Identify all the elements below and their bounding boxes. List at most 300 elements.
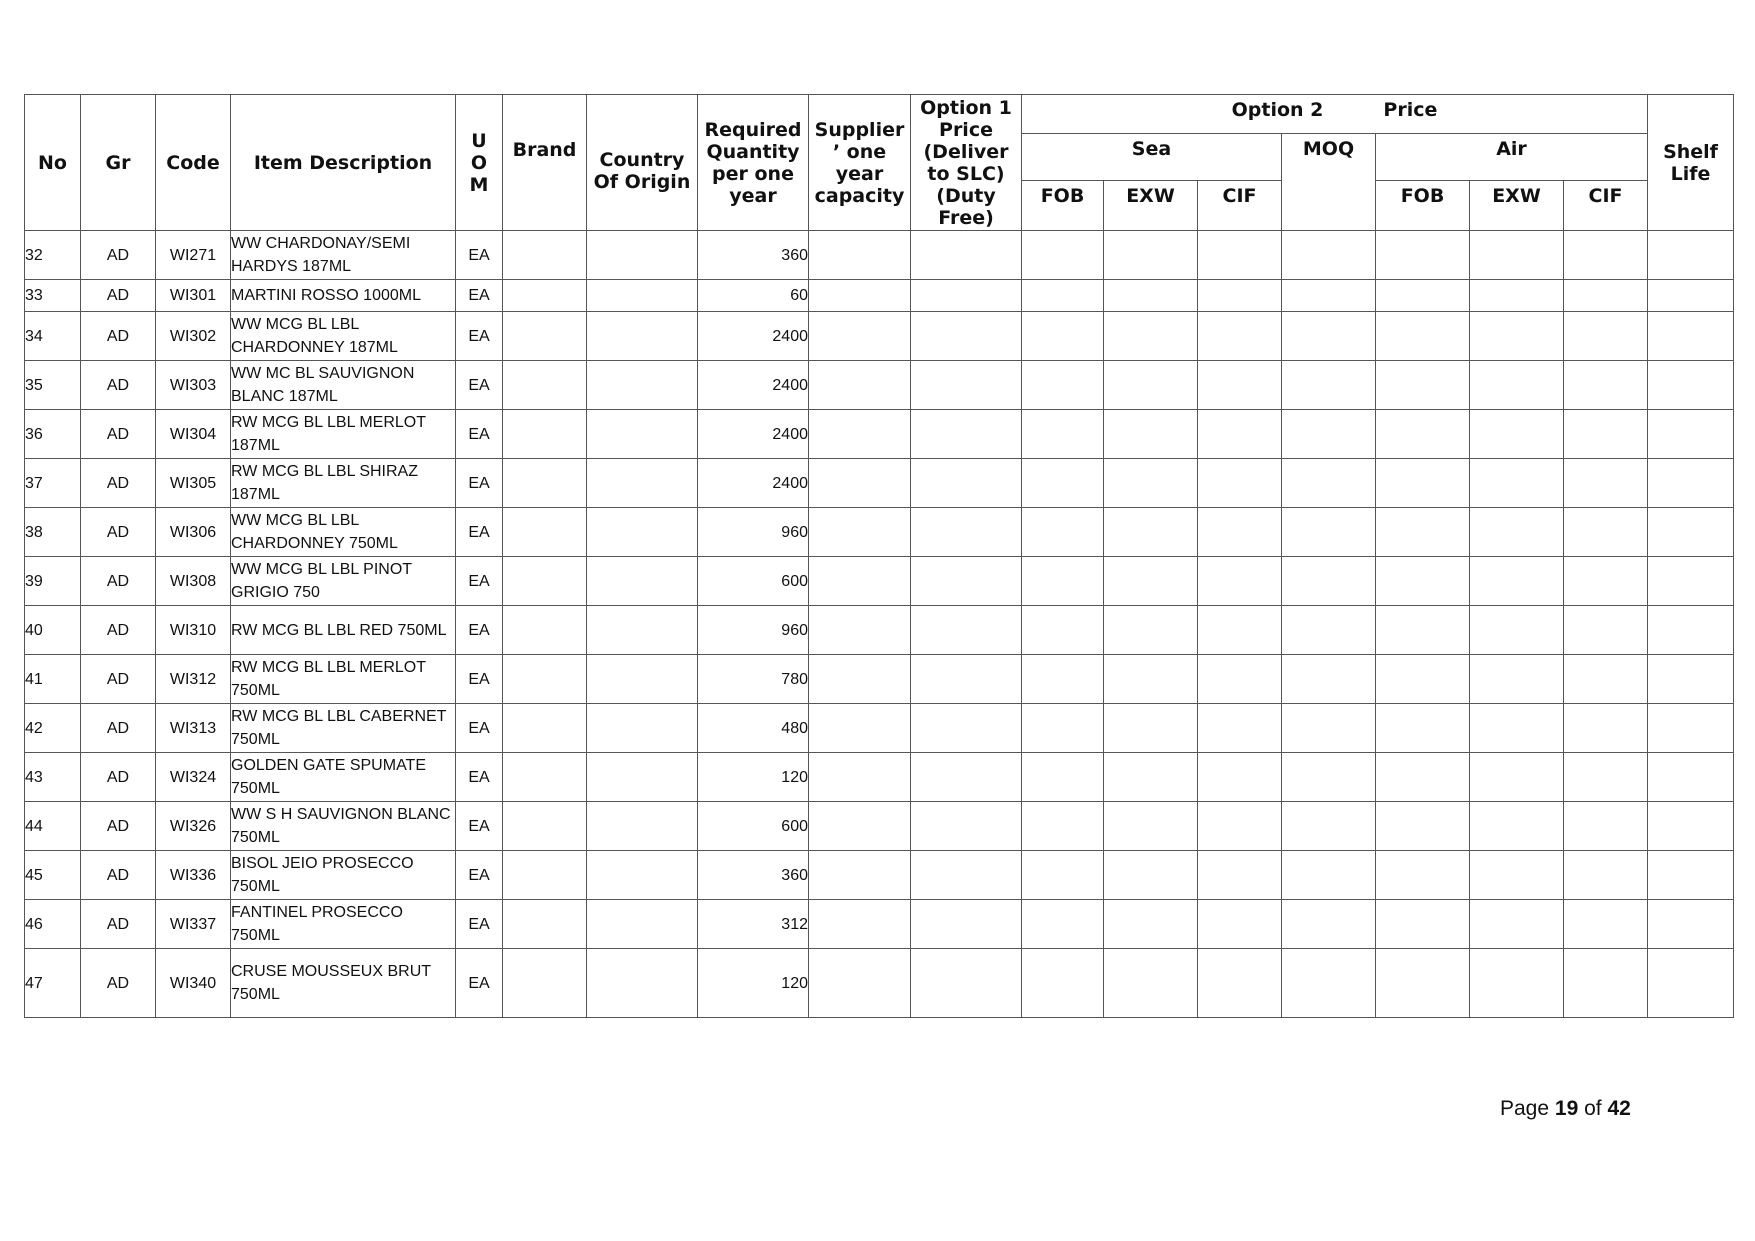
cell-quantity: 360 [698,851,809,900]
cell-air-cif [1564,410,1648,459]
cell-brand [503,231,587,280]
cell-description: WW S H SAUVIGNON BLANC 750ML [231,802,456,851]
cell-gr: AD [81,459,156,508]
cell-air-cif [1564,851,1648,900]
cell-sea-cif [1198,361,1282,410]
cell-uom: EA [456,280,503,312]
table-row [25,753,1734,802]
cell-air-fob [1376,900,1470,949]
page-prefix: Page [1500,1097,1550,1120]
cell-code: WI336 [156,851,231,900]
cell-air-fob [1376,312,1470,361]
cell-moq [1282,802,1376,851]
cell-supplier-capacity [809,557,911,606]
cell-sea-fob [1022,949,1104,1018]
cell-gr: AD [81,312,156,361]
cell-quantity: 2400 [698,410,809,459]
header-brand: Brand [503,95,587,231]
cell-air-cif [1564,280,1648,312]
cell-country [587,606,698,655]
table-row [25,655,1734,704]
cell-no: 45 [25,851,81,900]
cell-gr: AD [81,606,156,655]
cell-sea-cif [1198,508,1282,557]
cell-option1-price [911,802,1022,851]
header-sea-fob: FOB [1022,181,1104,231]
cell-sea-exw [1104,949,1198,1018]
cell-sea-cif [1198,410,1282,459]
cell-air-exw [1470,851,1564,900]
cell-air-fob [1376,949,1470,1018]
cell-moq [1282,606,1376,655]
cell-air-exw [1470,231,1564,280]
cell-sea-fob [1022,410,1104,459]
cell-sea-fob [1022,231,1104,280]
cell-code: WI324 [156,753,231,802]
header-air-exw: EXW [1470,181,1564,231]
schedule-body [25,231,1734,1018]
cell-brand [503,900,587,949]
cell-option1-price [911,949,1022,1018]
cell-moq [1282,459,1376,508]
cell-code: WI271 [156,231,231,280]
cell-description: WW MC BL SAUVIGNON BLANC 187ML [231,361,456,410]
cell-code: WI310 [156,606,231,655]
cell-quantity: 120 [698,753,809,802]
cell-no: 36 [25,410,81,459]
cell-supplier-capacity [809,410,911,459]
cell-supplier-capacity [809,851,911,900]
cell-air-fob [1376,655,1470,704]
table-row [25,410,1734,459]
cell-supplier-capacity [809,459,911,508]
cell-no: 43 [25,753,81,802]
header-sea: Sea [1022,134,1282,181]
cell-no: 37 [25,459,81,508]
cell-gr: AD [81,508,156,557]
cell-uom: EA [456,655,503,704]
cell-air-fob [1376,410,1470,459]
cell-moq [1282,312,1376,361]
cell-sea-exw [1104,231,1198,280]
page-of: of [1584,1097,1602,1120]
cell-air-exw [1470,802,1564,851]
cell-shelf-life [1648,231,1734,280]
cell-shelf-life [1648,508,1734,557]
cell-air-exw [1470,280,1564,312]
header-code: Code [156,95,231,231]
cell-option1-price [911,508,1022,557]
cell-description: WW MCG BL LBL CHARDONNEY 750ML [231,508,456,557]
cell-country [587,802,698,851]
cell-air-cif [1564,557,1648,606]
header-item-description: Item Description [231,95,456,231]
cell-quantity: 600 [698,557,809,606]
cell-code: WI312 [156,655,231,704]
header-country-of-origin: Country Of Origin [587,95,698,231]
cell-code: WI306 [156,508,231,557]
cell-code: WI302 [156,312,231,361]
cell-shelf-life [1648,410,1734,459]
cell-sea-fob [1022,900,1104,949]
cell-sea-fob [1022,655,1104,704]
cell-no: 42 [25,704,81,753]
cell-sea-fob [1022,280,1104,312]
cell-brand [503,655,587,704]
cell-quantity: 312 [698,900,809,949]
cell-air-cif [1564,949,1648,1018]
cell-brand [503,949,587,1018]
cell-sea-fob [1022,361,1104,410]
cell-air-exw [1470,508,1564,557]
cell-brand [503,508,587,557]
cell-air-exw [1470,753,1564,802]
cell-code: WI313 [156,704,231,753]
cell-description: BISOL JEIO PROSECCO 750ML [231,851,456,900]
header-air-cif: CIF [1564,181,1648,231]
cell-air-cif [1564,900,1648,949]
cell-sea-exw [1104,655,1198,704]
cell-option1-price [911,606,1022,655]
table-row [25,459,1734,508]
cell-country [587,231,698,280]
cell-sea-cif [1198,753,1282,802]
header-supplier-capacity: Supplier ’ one year capacity [809,95,911,231]
cell-quantity: 2400 [698,312,809,361]
cell-supplier-capacity [809,312,911,361]
cell-sea-fob [1022,606,1104,655]
cell-sea-fob [1022,459,1104,508]
cell-description: RW MCG BL LBL RED 750ML [231,606,456,655]
schedule-table [24,94,1734,1018]
header-sea-exw: EXW [1104,181,1198,231]
cell-country [587,459,698,508]
cell-sea-cif [1198,459,1282,508]
cell-air-fob [1376,459,1470,508]
cell-moq [1282,949,1376,1018]
cell-uom: EA [456,508,503,557]
cell-country [587,949,698,1018]
cell-sea-exw [1104,508,1198,557]
cell-sea-cif [1198,312,1282,361]
header-air-fob: FOB [1376,181,1470,231]
cell-gr: AD [81,655,156,704]
cell-air-cif [1564,753,1648,802]
cell-sea-cif [1198,851,1282,900]
cell-shelf-life [1648,459,1734,508]
cell-option1-price [911,361,1022,410]
cell-gr: AD [81,557,156,606]
cell-gr: AD [81,949,156,1018]
cell-no: 35 [25,361,81,410]
cell-shelf-life [1648,655,1734,704]
cell-gr: AD [81,361,156,410]
cell-sea-cif [1198,606,1282,655]
cell-no: 44 [25,802,81,851]
header-uom: U O M [456,95,503,231]
table-row [25,802,1734,851]
cell-moq [1282,900,1376,949]
cell-option1-price [911,704,1022,753]
cell-air-cif [1564,606,1648,655]
cell-air-fob [1376,606,1470,655]
cell-code: WI308 [156,557,231,606]
cell-quantity: 960 [698,508,809,557]
cell-sea-exw [1104,606,1198,655]
cell-air-exw [1470,459,1564,508]
cell-code: WI303 [156,361,231,410]
cell-quantity: 780 [698,655,809,704]
page-total: 42 [1607,1097,1631,1120]
cell-no: 41 [25,655,81,704]
cell-sea-cif [1198,802,1282,851]
cell-description: FANTINEL PROSECCO 750ML [231,900,456,949]
header-air: Air [1376,134,1648,181]
cell-brand [503,459,587,508]
cell-moq [1282,851,1376,900]
cell-sea-fob [1022,508,1104,557]
cell-country [587,655,698,704]
cell-moq [1282,753,1376,802]
cell-sea-fob [1022,312,1104,361]
cell-quantity: 2400 [698,361,809,410]
cell-option1-price [911,231,1022,280]
cell-air-cif [1564,704,1648,753]
cell-country [587,704,698,753]
cell-shelf-life [1648,949,1734,1018]
cell-shelf-life [1648,900,1734,949]
table-row [25,851,1734,900]
cell-shelf-life [1648,361,1734,410]
cell-sea-cif [1198,900,1282,949]
cell-uom: EA [456,557,503,606]
table-row [25,900,1734,949]
cell-air-exw [1470,655,1564,704]
cell-supplier-capacity [809,231,911,280]
table-row [25,949,1734,1018]
header-option1-price: Option 1 Price (Deliver to SLC) (Duty Free) [911,95,1022,231]
cell-quantity: 960 [698,606,809,655]
table-row [25,231,1734,280]
page-number [1500,1097,1631,1121]
cell-air-exw [1470,704,1564,753]
cell-code: WI340 [156,949,231,1018]
cell-sea-fob [1022,802,1104,851]
header-option2-price-label: Price [1383,99,1438,121]
cell-air-cif [1564,655,1648,704]
header-option2-group [1022,95,1648,134]
cell-air-fob [1376,361,1470,410]
cell-sea-exw [1104,900,1198,949]
cell-description: RW MCG BL LBL SHIRAZ 187ML [231,459,456,508]
cell-brand [503,704,587,753]
cell-sea-exw [1104,753,1198,802]
cell-supplier-capacity [809,704,911,753]
header-no: No [25,95,81,231]
cell-code: WI305 [156,459,231,508]
cell-air-fob [1376,280,1470,312]
cell-quantity: 120 [698,949,809,1018]
cell-gr: AD [81,410,156,459]
cell-uom: EA [456,410,503,459]
cell-sea-exw [1104,704,1198,753]
cell-no: 33 [25,280,81,312]
cell-air-fob [1376,231,1470,280]
cell-uom: EA [456,312,503,361]
cell-brand [503,361,587,410]
cell-air-fob [1376,753,1470,802]
cell-quantity: 2400 [698,459,809,508]
cell-brand [503,312,587,361]
cell-moq [1282,508,1376,557]
cell-option1-price [911,280,1022,312]
cell-sea-fob [1022,704,1104,753]
cell-air-fob [1376,802,1470,851]
cell-option1-price [911,900,1022,949]
table-row [25,557,1734,606]
cell-air-cif [1564,508,1648,557]
cell-no: 47 [25,949,81,1018]
cell-no: 40 [25,606,81,655]
cell-supplier-capacity [809,900,911,949]
cell-description: WW MCG BL LBL PINOT GRIGIO 750 [231,557,456,606]
cell-sea-exw [1104,851,1198,900]
cell-code: WI304 [156,410,231,459]
cell-supplier-capacity [809,949,911,1018]
cell-uom: EA [456,753,503,802]
cell-quantity: 360 [698,231,809,280]
cell-air-fob [1376,851,1470,900]
cell-uom: EA [456,231,503,280]
cell-uom: EA [456,851,503,900]
cell-country [587,280,698,312]
cell-gr: AD [81,851,156,900]
cell-sea-exw [1104,802,1198,851]
cell-description: RW MCG BL LBL MERLOT 750ML [231,655,456,704]
cell-no: 32 [25,231,81,280]
cell-sea-cif [1198,949,1282,1018]
cell-sea-fob [1022,557,1104,606]
cell-quantity: 480 [698,704,809,753]
table-row [25,508,1734,557]
cell-no: 38 [25,508,81,557]
cell-sea-cif [1198,231,1282,280]
cell-gr: AD [81,280,156,312]
cell-country [587,557,698,606]
cell-air-fob [1376,508,1470,557]
cell-country [587,851,698,900]
cell-moq [1282,557,1376,606]
cell-no: 39 [25,557,81,606]
cell-sea-exw [1104,459,1198,508]
cell-supplier-capacity [809,802,911,851]
cell-air-exw [1470,949,1564,1018]
cell-no: 46 [25,900,81,949]
cell-shelf-life [1648,557,1734,606]
cell-gr: AD [81,900,156,949]
cell-code: WI301 [156,280,231,312]
cell-country [587,900,698,949]
cell-uom: EA [456,802,503,851]
cell-sea-cif [1198,557,1282,606]
cell-air-exw [1470,410,1564,459]
cell-supplier-capacity [809,655,911,704]
cell-country [587,361,698,410]
header-gr: Gr [81,95,156,231]
cell-quantity: 60 [698,280,809,312]
cell-shelf-life [1648,704,1734,753]
cell-description: RW MCG BL LBL CABERNET 750ML [231,704,456,753]
cell-sea-cif [1198,280,1282,312]
cell-sea-exw [1104,361,1198,410]
cell-air-fob [1376,557,1470,606]
header-option2-label: Option 2 [1231,99,1324,121]
cell-option1-price [911,312,1022,361]
header-shelf-life: Shelf Life [1648,95,1734,231]
cell-code: WI326 [156,802,231,851]
cell-option1-price [911,655,1022,704]
cell-brand [503,606,587,655]
cell-moq [1282,231,1376,280]
cell-shelf-life [1648,312,1734,361]
cell-air-fob [1376,704,1470,753]
cell-description: WW CHARDONAY/SEMI HARDYS 187ML [231,231,456,280]
table-row [25,280,1734,312]
cell-uom: EA [456,949,503,1018]
table-row [25,312,1734,361]
cell-moq [1282,704,1376,753]
cell-shelf-life [1648,802,1734,851]
cell-brand [503,280,587,312]
cell-supplier-capacity [809,508,911,557]
cell-brand [503,753,587,802]
cell-gr: AD [81,802,156,851]
cell-description: RW MCG BL LBL MERLOT 187ML [231,410,456,459]
cell-shelf-life [1648,606,1734,655]
cell-air-cif [1564,459,1648,508]
cell-brand [503,410,587,459]
cell-supplier-capacity [809,361,911,410]
cell-moq [1282,280,1376,312]
cell-option1-price [911,410,1022,459]
cell-brand [503,557,587,606]
cell-country [587,410,698,459]
cell-air-exw [1470,361,1564,410]
cell-brand [503,802,587,851]
cell-sea-exw [1104,280,1198,312]
cell-moq [1282,410,1376,459]
cell-sea-fob [1022,753,1104,802]
cell-description: MARTINI ROSSO 1000ML [231,280,456,312]
cell-uom: EA [456,459,503,508]
cell-air-exw [1470,557,1564,606]
cell-sea-cif [1198,655,1282,704]
cell-uom: EA [456,361,503,410]
cell-sea-fob [1022,851,1104,900]
cell-air-exw [1470,606,1564,655]
header-required-quantity: Required Quantity per one year [698,95,809,231]
cell-shelf-life [1648,280,1734,312]
cell-country [587,312,698,361]
cell-air-cif [1564,361,1648,410]
cell-shelf-life [1648,851,1734,900]
cell-uom: EA [456,900,503,949]
cell-sea-cif [1198,704,1282,753]
header-sea-cif: CIF [1198,181,1282,231]
header-moq: MOQ [1282,134,1376,231]
page-current: 19 [1554,1097,1579,1120]
cell-option1-price [911,459,1022,508]
